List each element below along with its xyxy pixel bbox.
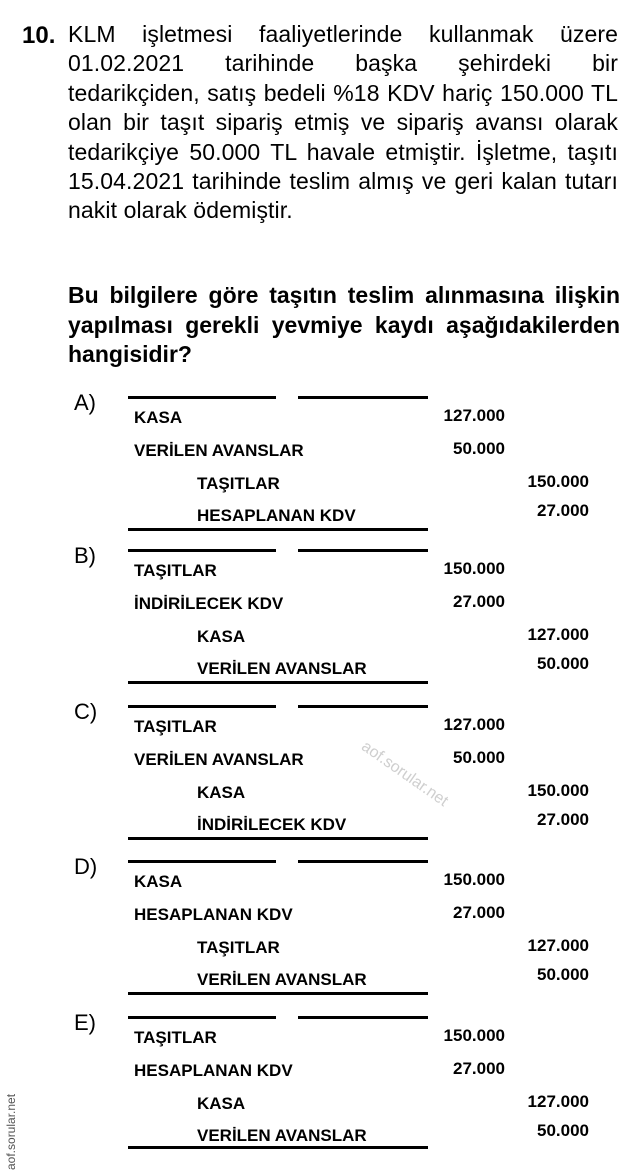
credit-account: TAŞITLAR xyxy=(197,474,280,493)
credit-account: VERİLEN AVANSLAR xyxy=(197,659,367,678)
debit-account: TAŞITLAR xyxy=(134,561,217,580)
diagonal-watermark: aof.sorular.net xyxy=(358,738,452,811)
question-prompt: Bu bilgilere göre taşıtın teslim alınmasına ilişkin yapılması gerekli yevmiye kaydı aşağıdakilerden hangisidir? xyxy=(68,282,620,367)
question-number: 10. xyxy=(22,22,56,49)
debit-amount: 150.000 xyxy=(443,870,505,889)
credit-amount: 127.000 xyxy=(527,1092,589,1111)
credit-amount: 127.000 xyxy=(527,625,589,644)
debit-amount: 150.000 xyxy=(443,1026,505,1045)
credit-account: KASA xyxy=(197,627,246,646)
option-letter: C) xyxy=(74,699,98,724)
journal-top-rule-left xyxy=(128,1016,276,1019)
credit-account: HESAPLANAN KDV xyxy=(197,506,356,525)
credit-amount: 50.000 xyxy=(537,1121,589,1140)
credit-account: VERİLEN AVANSLAR xyxy=(197,1126,367,1145)
credit-account: KASA xyxy=(197,1094,246,1113)
option-c[interactable] xyxy=(0,699,642,857)
debit-amount: 127.000 xyxy=(443,715,505,734)
debit-amount: 27.000 xyxy=(453,903,505,922)
option-d[interactable] xyxy=(0,854,642,1012)
journal-bottom-rule xyxy=(128,1146,428,1149)
journal-bottom-rule xyxy=(128,681,428,684)
debit-amount: 50.000 xyxy=(453,439,505,458)
credit-amount: 50.000 xyxy=(537,654,589,673)
journal-top-rule-right xyxy=(298,705,428,708)
credit-amount: 50.000 xyxy=(537,965,589,984)
journal-bottom-rule xyxy=(128,992,428,995)
credit-account: İNDİRİLECEK KDV xyxy=(197,815,347,834)
journal-bottom-rule xyxy=(128,837,428,840)
debit-account: HESAPLANAN KDV xyxy=(134,905,293,924)
credit-account: KASA xyxy=(197,783,246,802)
debit-account: VERİLEN AVANSLAR xyxy=(134,750,304,769)
debit-amount: 50.000 xyxy=(453,748,505,767)
journal-top-rule-left xyxy=(128,705,276,708)
debit-account: KASA xyxy=(134,408,183,427)
credit-amount: 27.000 xyxy=(537,501,589,520)
credit-amount: 27.000 xyxy=(537,810,589,829)
credit-account: TAŞITLAR xyxy=(197,938,280,957)
journal-top-rule-left xyxy=(128,396,276,399)
credit-account: VERİLEN AVANSLAR xyxy=(197,970,367,989)
credit-amount: 150.000 xyxy=(527,781,589,800)
journal-top-rule-right xyxy=(298,860,428,863)
journal-top-rule-left xyxy=(128,549,276,552)
option-letter: A) xyxy=(74,390,96,415)
option-b[interactable] xyxy=(0,543,642,701)
side-watermark: aof.sorular.net xyxy=(4,1093,18,1170)
debit-account: İNDİRİLECEK KDV xyxy=(134,594,284,613)
debit-account: KASA xyxy=(134,872,183,891)
journal-top-rule-right xyxy=(298,396,428,399)
journal-top-rule-right xyxy=(298,549,428,552)
journal-top-rule-left xyxy=(128,860,276,863)
debit-account: TAŞITLAR xyxy=(134,1028,217,1047)
debit-account: TAŞITLAR xyxy=(134,717,217,736)
option-e[interactable] xyxy=(0,1010,642,1168)
debit-amount: 27.000 xyxy=(453,1059,505,1078)
debit-amount: 127.000 xyxy=(443,406,505,425)
question-stem: KLM işletmesi faaliyetlerinde kullanmak üzere 01.02.2021 tarihinde başka şehirdeki bir tedarikçiden, satış bedeli %18 KDV hariç 150.000 TL olan bir taşıt sipariş etmiş ve sipariş avansı olarak tedarikçiye 50.000 TL havale etmiştir. İşletme, taşıtı 15.04.2021 tarihinde teslim almış ve geri kalan tutarı nakit olarak ödemiştir. xyxy=(68,21,618,224)
debit-amount: 27.000 xyxy=(453,592,505,611)
option-letter: E) xyxy=(74,1010,96,1035)
credit-amount: 127.000 xyxy=(527,936,589,955)
debit-account: VERİLEN AVANSLAR xyxy=(134,441,304,460)
option-a[interactable] xyxy=(0,390,642,548)
debit-account: HESAPLANAN KDV xyxy=(134,1061,293,1080)
journal-top-rule-right xyxy=(298,1016,428,1019)
option-letter: D) xyxy=(74,854,98,879)
debit-amount: 150.000 xyxy=(443,559,505,578)
credit-amount: 150.000 xyxy=(527,472,589,491)
journal-bottom-rule xyxy=(128,528,428,531)
option-letter: B) xyxy=(74,543,96,568)
